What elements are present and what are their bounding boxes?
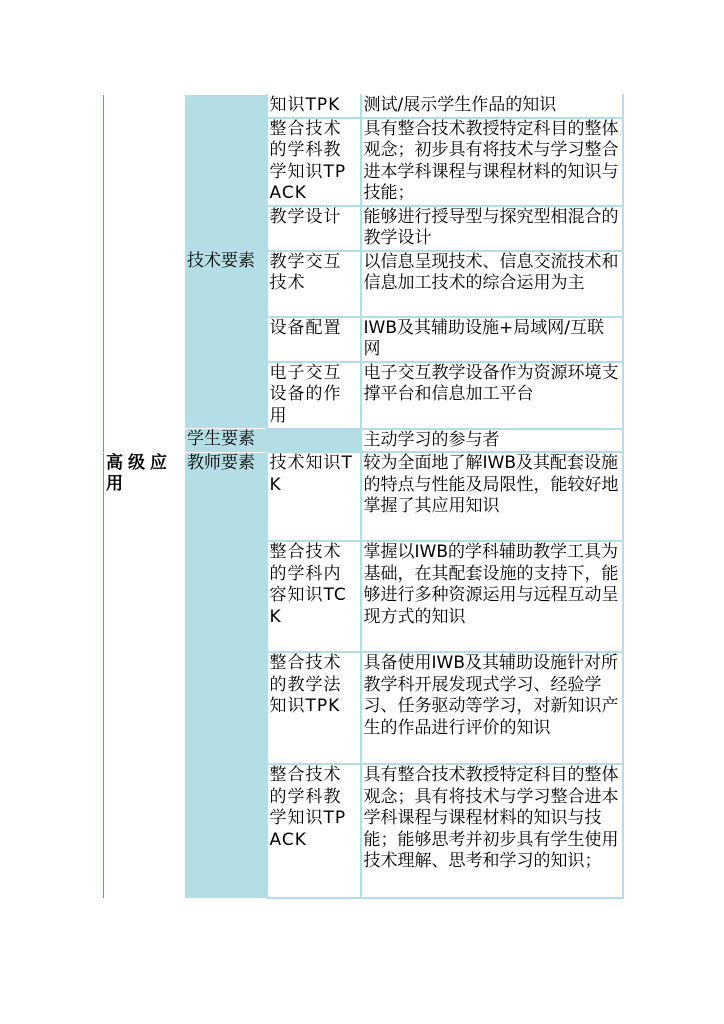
desc-cell: 具有整合技术教授特定科目的整体观念；初步具有将技术与学习整合进本学科课程与课程材料的知识与技能； (361, 118, 623, 206)
desc-cell: 具备使用IWB及其辅助设施针对所教学科开展发现式学习、经验学习、任务驱动等学习，对新知识产生的作品进行评价的知识 (361, 652, 623, 764)
sub-cell: 电子交互设备的作用 (267, 362, 361, 429)
desc-cell: 能够进行授导型与探究型相混合的教学设计 (361, 206, 623, 251)
category-cell-empty (104, 95, 185, 453)
group-cell-tech: 技术要素 (185, 95, 267, 429)
category-cell-advanced: 高级应用 (104, 452, 185, 898)
desc-cell: 较为全面地了解IWB及其配套设施的特点与性能及局限性，能较好地掌握了其应用知识 (361, 452, 623, 541)
desc-cell: IWB及其辅助设施+局域网/互联网 (361, 317, 623, 362)
sub-cell-empty (267, 429, 361, 453)
sub-cell: 整合技术的学科教学知识TPACK (267, 118, 361, 206)
sub-cell: 教学设计 (267, 206, 361, 251)
sub-cell: 整合技术的教学法知识TPK (267, 652, 361, 764)
desc-cell: 具有整合技术教授特定科目的整体观念；具有将技术与学习整合进本学科课程与课程材料的知识与技能；能够思考并初步具有学生使用技术理解、思考和学习的知识； (361, 764, 623, 898)
group-cell-teacher: 教师要素 (185, 452, 267, 898)
sub-cell: 整合技术的学科内容知识TCK (267, 541, 361, 652)
desc-cell: 掌握以IWB的学科辅助教学工具为基础，在其配套设施的支持下，能够进行多种资源运用与远程互动呈现方式的知识 (361, 541, 623, 652)
group-cell-student: 学生要素 (185, 429, 267, 453)
desc-cell: 主动学习的参与者 (361, 429, 623, 453)
sub-cell: 知识TPK (267, 95, 361, 118)
table-row (104, 452, 623, 541)
desc-cell: 电子交互教学设备作为资源环境支撑平台和信息加工平台 (361, 362, 623, 429)
sub-cell: 技术知识TK (267, 452, 361, 541)
desc-cell: 以信息呈现技术、信息交流技术和信息加工技术的综合运用为主 (361, 251, 623, 317)
sub-cell: 教学交互技术 (267, 251, 361, 317)
table-row (104, 95, 623, 118)
sub-cell: 设备配置 (267, 317, 361, 362)
desc-cell: 测试/展示学生作品的知识 (361, 95, 623, 118)
sub-cell: 整合技术的学科教学知识TPACK (267, 764, 361, 898)
knowledge-table (103, 94, 624, 899)
